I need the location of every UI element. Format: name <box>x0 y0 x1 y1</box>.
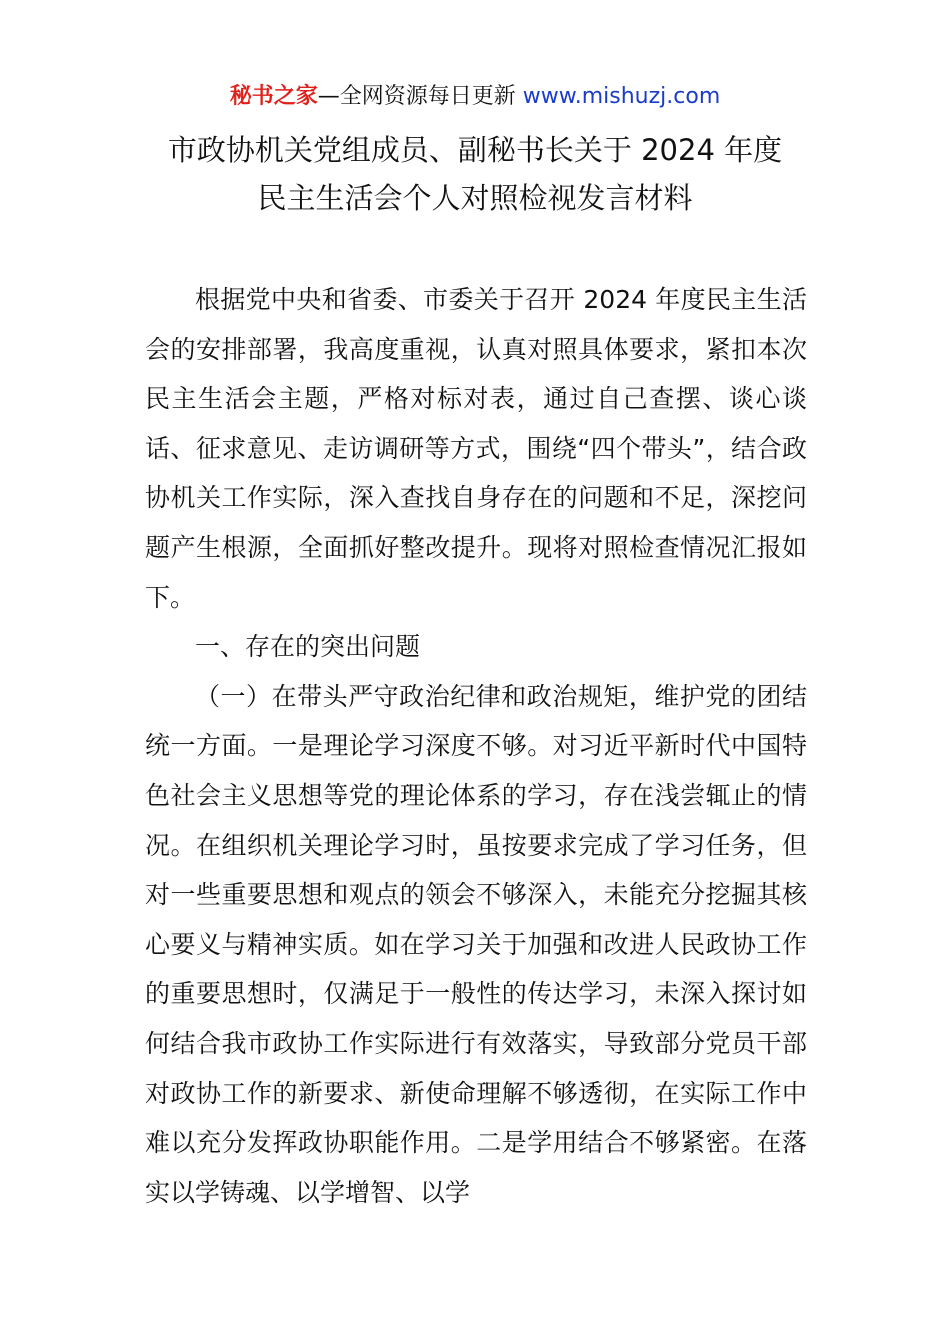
watermark-slogan: —全网资源每日更新 <box>317 84 523 109</box>
document-title-line-2: 民主生活会个人对照检视发言材料 <box>257 181 693 215</box>
document-body <box>145 275 807 1217</box>
watermark-url: www.mishuzj.com <box>522 84 721 109</box>
paragraph-intro: 根据党中央和省委、市委关于召开 2024 年度民主生活会的安排部署，我高度重视，认真对照具体要求，紧扣本次民主生活会主题，严格对标对表，通过自己查摆、谈心谈话、征求意见、走访调研等方式，围绕“四个带头”，结合政协机关工作实际，深入查找自身存在的问题和不足，深挖问题产生根源，全面抓好整改提升。现将对照检查情况汇报如下。 <box>145 285 807 612</box>
watermark-brand: 秘书之家 <box>229 84 318 109</box>
document-title-line-1: 市政协机关党组成员、副秘书长关于 2024 年度 <box>167 133 783 167</box>
section-heading: 一、存在的突出问题 <box>195 632 421 662</box>
paragraph-section-1: （一）在带头严守政治纪律和政治规矩，维护党的团结统一方面。一是理论学习深度不够。对习近平新时代中国特色社会主义思想等党的理论体系的学习，存在浅尝辄止的情况。在组织机关理论学习时，虽按要求完成了学习任务，但对一些重要思想和观点的领会不够深入，未能充分挖掘其核心要义与精神实质。如在学习关于加强和改进人民政协工作的重要思想时，仅满足于一般性的传达学习，未深入探讨如何结合我市政协工作实际进行有效落实，导致部分党员干部对政协工作的新要求、新使命理解不够透彻，在实际工作中难以充分发挥政协职能作用。二是学用结合不够紧密。在落实以学铸魂、以学增智、以学 <box>145 681 807 1207</box>
site-watermark <box>0 82 950 112</box>
